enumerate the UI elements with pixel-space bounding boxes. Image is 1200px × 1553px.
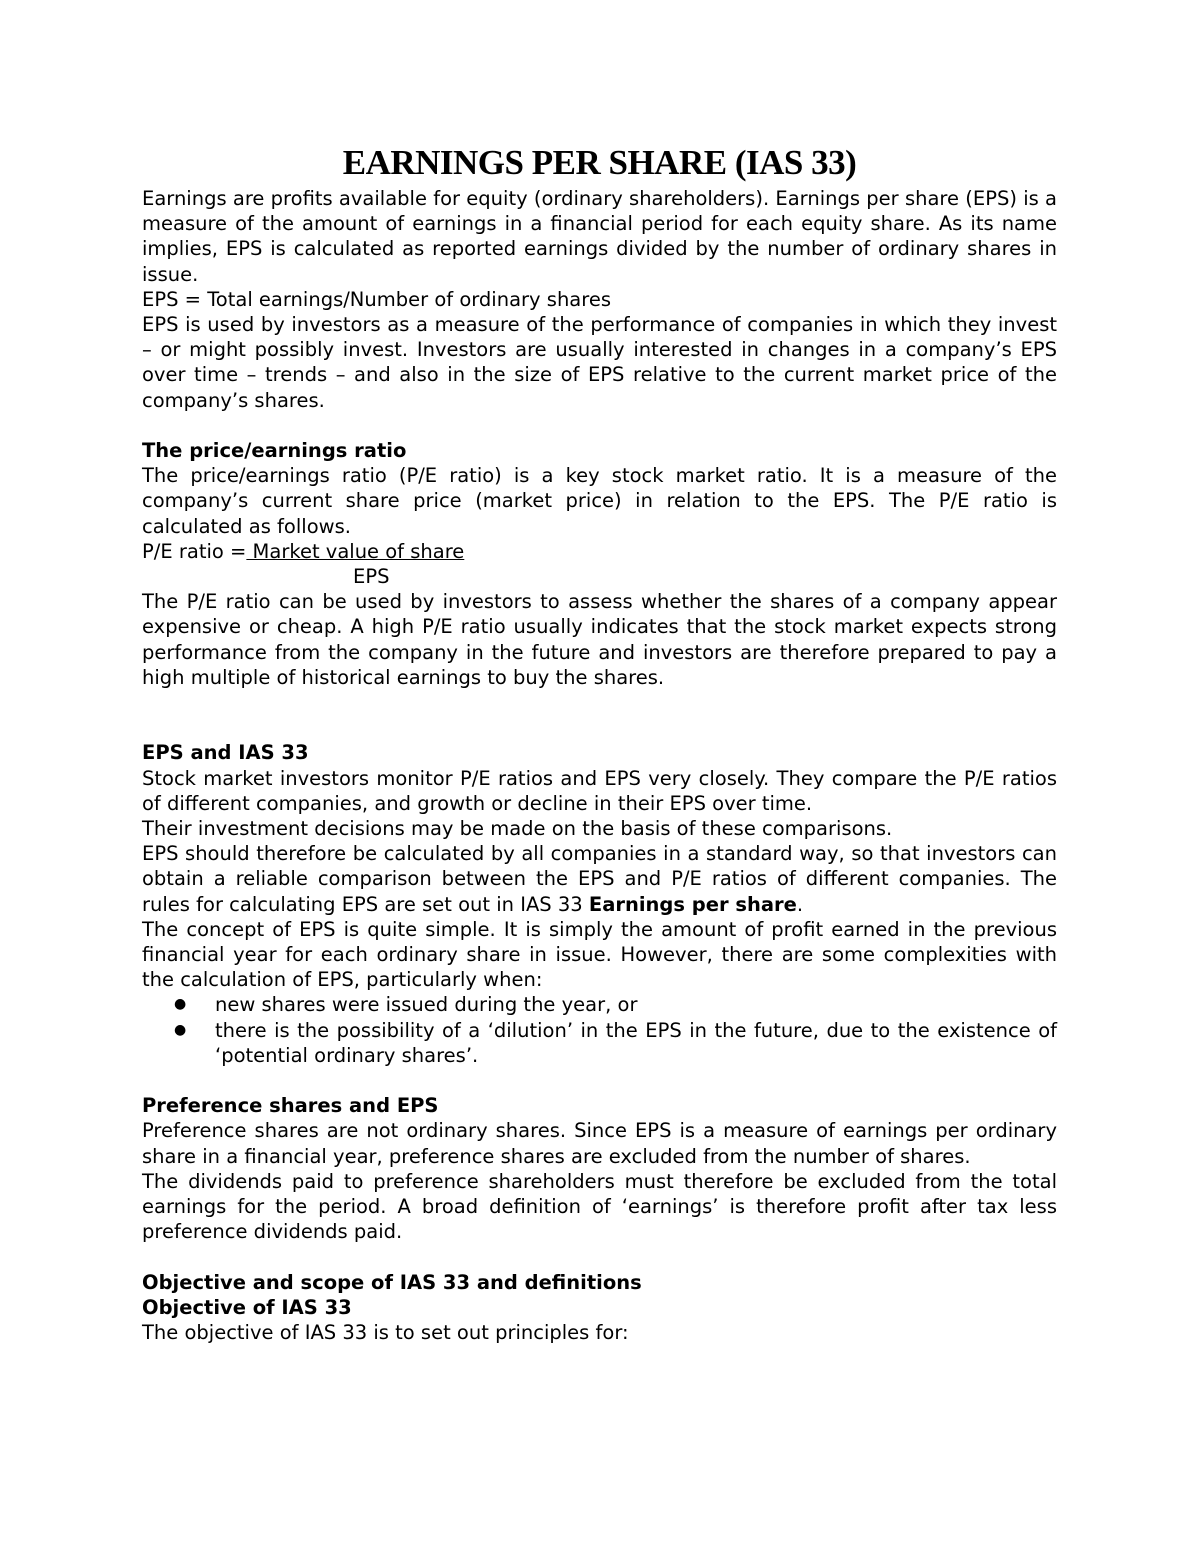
eps-usage-paragraph: EPS is used by investors as a measure of the performance of companies in which they invest – or might possibly invest. Investors are usually interested in changes in a company’s EPS over time – trends – and also in the size of EPS relative to the current market price of the company’s shares. <box>142 313 1057 412</box>
pe-formula-numerator: Market value of share <box>246 539 465 563</box>
preference-shares-paragraph-2: The dividends paid to preference shareholders must therefore be excluded from the total earnings for the period. A broad definition of ‘earnings’ is therefore profit after tax less preference dividends paid. <box>142 1169 1057 1244</box>
pe-ratio-formula <box>142 539 1057 564</box>
bullet-icon: ● <box>174 996 187 1013</box>
preference-shares-heading: Preference shares and EPS <box>142 1094 439 1118</box>
document-title: EARNINGS PER SHARE (IAS 33) <box>342 143 857 182</box>
spacer <box>142 690 1057 740</box>
objective-paragraph-1: The objective of IAS 33 is to set out principles for: <box>142 1321 629 1345</box>
eps-formula: EPS = Total earnings/Number of ordinary shares <box>142 287 611 311</box>
pe-ratio-paragraph-2: The P/E ratio can be used by investors to assess whether the shares of a company appear expensive or cheap. A high P/E ratio usually indicates that the stock market expects strong performance from the company in the future and investors are therefore prepared to pay a high multiple of historical earnings to buy the shares. <box>142 590 1057 689</box>
list-item <box>142 992 1057 1017</box>
eps-ias-paragraph-3 <box>142 841 1057 917</box>
intro-paragraph: Earnings are profits available for equity (ordinary shareholders). Earnings per share (EPS) is a measure of the amount of earnings in a financial period for each equity share. As its name implies, EPS is calculated as reported earnings divided by the number of ordinary shares in issue. <box>142 187 1057 286</box>
spacer <box>142 413 1057 438</box>
eps-ias-paragraph-2: Their investment decisions may be made on the basis of these comparisons. <box>142 817 893 841</box>
objective-scope-heading: Objective and scope of IAS 33 and definitions <box>142 1270 642 1294</box>
eps-ias-paragraph-3-text: EPS should therefore be calculated by all companies in a standard way, so that investors can obtain a reliable comparison between the EPS and P/E ratios of different companies. The rules for calculating EPS are set out in IAS 33 <box>142 842 1057 916</box>
preference-shares-paragraph-1: Preference shares are not ordinary shares. Since EPS is a measure of earnings per ordinary share in a financial year, preference shares are excluded from the number of shares. <box>142 1119 1057 1168</box>
complexity-list <box>142 992 1057 1068</box>
eps-ias-paragraph-3-bold: Earnings per share <box>588 892 797 916</box>
pe-formula-denominator: EPS <box>353 565 390 589</box>
objective-subheading: Objective of IAS 33 <box>142 1295 352 1319</box>
eps-ias-paragraph-4: The concept of EPS is quite simple. It is simply the amount of profit earned in the previous financial year for each ordinary share in issue. However, there are some complexities with the calculation of EPS, particularly when: <box>142 917 1057 992</box>
spacer <box>142 1244 1057 1269</box>
eps-ias-paragraph-3-end: . <box>796 892 804 916</box>
eps-ias-paragraph-1: Stock market investors monitor P/E ratios and EPS very closely. They compare the P/E ratios of different companies, and growth or decline in their EPS over time. <box>142 766 1057 815</box>
document-page <box>142 140 1057 1345</box>
bullet-icon: ● <box>174 1021 187 1038</box>
pe-formula-prefix: P/E ratio = <box>142 539 247 563</box>
list-item-text: there is the possibility of a ‘dilution’ in the EPS in the future, due to the existence of ‘potential ordinary shares’. <box>215 1018 1057 1067</box>
pe-ratio-heading: The price/earnings ratio <box>142 439 407 463</box>
eps-ias-heading: EPS and IAS 33 <box>142 741 309 765</box>
list-item-text: new shares were issued during the year, or <box>215 993 638 1017</box>
pe-ratio-paragraph-1: The price/earnings ratio (P/E ratio) is a key stock market ratio. It is a measure of the company’s current share price (market price) in relation to the EPS. The P/E ratio is calculated as follows. <box>142 464 1057 538</box>
spacer <box>142 1068 1057 1093</box>
list-item <box>142 1018 1057 1068</box>
